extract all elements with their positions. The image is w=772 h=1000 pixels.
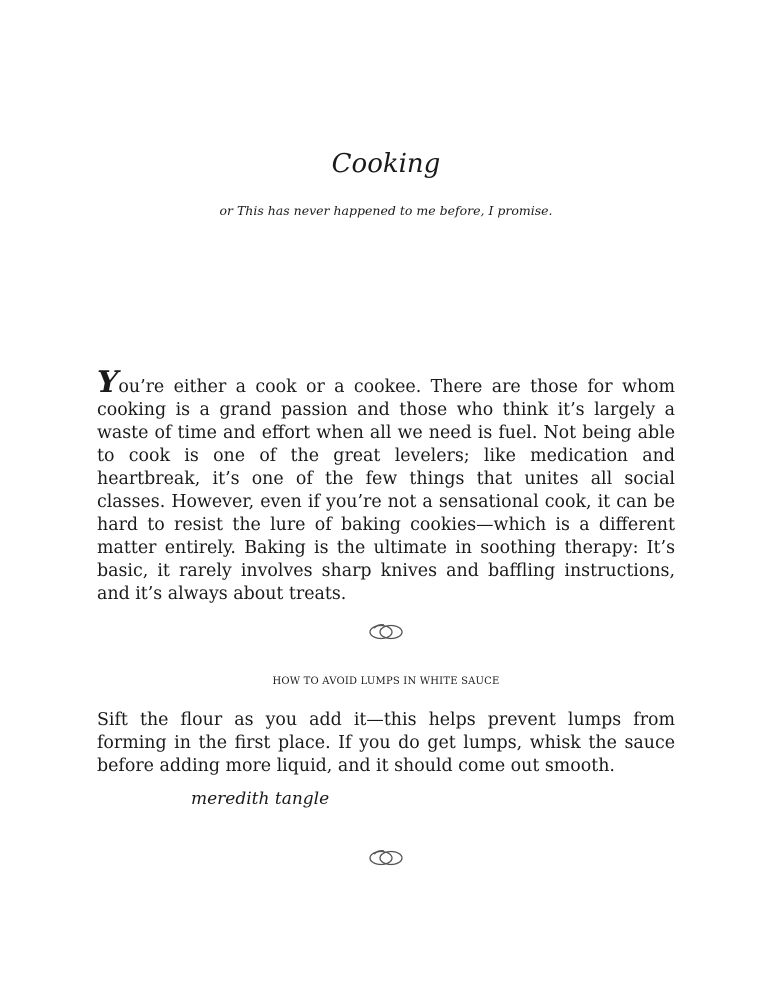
intro-text: ou’re either a cook or a cookee. There are those for whom cooking is a grand passion and those who think it’s largely a waste of time and effort when all we need is fuel. Not being able to cook is one of the great levelers; like medication and heartbreak, it’s one of the few things that unites all social classes. However, even if you’re not a sensational cook, it can be hard to resist the lure of baking cookies—which is a different matter entirely. Baking is the ultimate in soothing therapy: It’s basic, it rarely involves sharp knives and baffling instructions, and it’s always about treats. bbox=[97, 377, 675, 604]
chapter-subtitle: or This has never happened to me before, I promise. bbox=[219, 203, 553, 218]
tip-body: Sift the flour as you add it—this helps prevent lumps from forming in the first place. If you do get lumps, whisk the sauce before adding more liquid, and it should come out smooth. bbox=[97, 710, 675, 776]
drop-letter: Y bbox=[97, 365, 119, 400]
tip-author: meredith tangle bbox=[191, 789, 330, 809]
rings-ornament-icon bbox=[366, 621, 406, 641]
intro-paragraph bbox=[97, 365, 675, 606]
tip-heading: HOW TO AVOID LUMPS IN WHITE SAUCE bbox=[272, 676, 500, 687]
rings-ornament-icon bbox=[366, 847, 406, 867]
chapter-title: Cooking bbox=[331, 149, 441, 179]
